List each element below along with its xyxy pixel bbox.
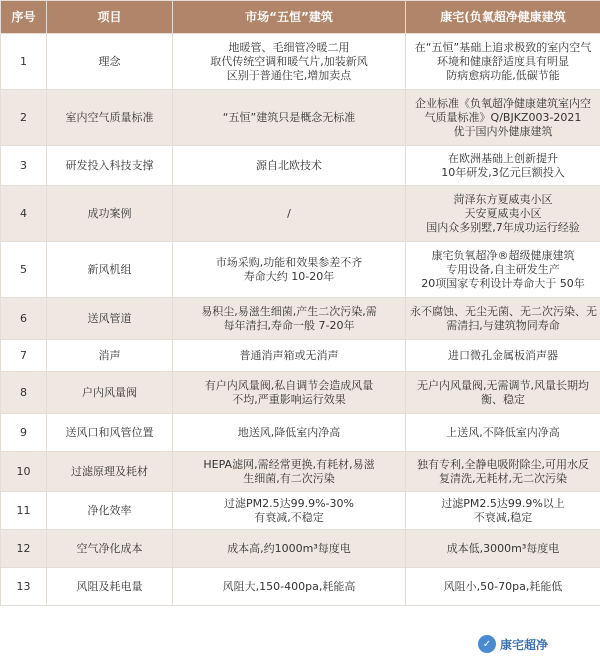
cell-market <box>173 414 406 452</box>
header-market: 市场“五恒”建筑 <box>173 1 406 34</box>
table-row <box>1 372 600 414</box>
table-row <box>1 34 600 90</box>
header-item: 项目 <box>47 1 173 34</box>
cell-line: / <box>287 206 291 220</box>
cell-no: 6 <box>1 298 47 340</box>
cell-no: 8 <box>1 372 47 414</box>
cell-line: 天安夏威夷小区 <box>464 206 542 220</box>
cell-no: 12 <box>1 530 47 568</box>
cell-item: 过滤原理及耗材 <box>47 452 173 492</box>
cell-line: 市场采购,功能和效果参差不齐 <box>215 255 363 269</box>
cell-item: 风阻及耗电量 <box>47 568 173 606</box>
table-row <box>1 298 600 340</box>
cell-item: 送风口和风管位置 <box>47 414 173 452</box>
cell-no: 4 <box>1 186 47 242</box>
cell-kangzhai <box>406 340 600 372</box>
cell-line: 防病愈病功能,低碳节能 <box>446 68 560 82</box>
table-row <box>1 452 600 492</box>
cell-line: 10年研发,3亿元巨额投入 <box>441 165 565 179</box>
cell-line: 风阻大,150-400pa,耗能高 <box>222 579 356 593</box>
cell-kangzhai <box>406 298 600 340</box>
cell-line: 源自北欧技术 <box>256 158 322 172</box>
cell-no: 10 <box>1 452 47 492</box>
cell-line: 每年清扫,寿命一般 7-20年 <box>223 318 355 332</box>
cell-line: 地送风,降低室内净高 <box>237 425 341 439</box>
cell-item: 户内风量阀 <box>47 372 173 414</box>
cell-kangzhai <box>406 452 600 492</box>
cell-line: 风阻小,50-70pa,耗能低 <box>443 579 563 593</box>
cell-line: 专用设备,自主研发生产 <box>446 262 560 276</box>
cell-line: 永不腐蚀、无尘无菌、无二次污染、无 <box>410 304 597 318</box>
cell-item: 消声 <box>47 340 173 372</box>
header-kangzhai: 康宅(负氧超净健康建筑 <box>406 1 600 34</box>
cell-item: 新风机组 <box>47 242 173 298</box>
cell-market <box>173 242 406 298</box>
cell-kangzhai <box>406 186 600 242</box>
cell-line: 不衰减,稳定 <box>473 510 533 524</box>
cell-no: 13 <box>1 568 47 606</box>
cell-line: 有衰减,不稳定 <box>254 510 324 524</box>
cell-line: 衡、稳定 <box>481 392 525 406</box>
table-row <box>1 186 600 242</box>
cell-market <box>173 146 406 186</box>
table-row <box>1 530 600 568</box>
watermark-text: 康宅超净 <box>500 637 549 652</box>
cell-kangzhai <box>406 372 600 414</box>
cell-no: 7 <box>1 340 47 372</box>
table-row <box>1 90 600 146</box>
cell-line: 不均,严重影响运行效果 <box>232 392 346 406</box>
header-no: 序号 <box>1 1 47 34</box>
cell-line: 在“五恒”基础上追求极致的室内空气 <box>414 40 592 54</box>
cell-market <box>173 452 406 492</box>
cell-line: 环境和健康舒适度具有明显 <box>437 54 569 68</box>
watermark <box>478 632 600 656</box>
cell-kangzhai <box>406 90 600 146</box>
cell-line: 有户内风量阀,私自调节会造成风量 <box>204 378 374 392</box>
table-row <box>1 340 600 372</box>
cell-item: 成功案例 <box>47 186 173 242</box>
cell-item: 研发投入科技支撑 <box>47 146 173 186</box>
cell-market <box>173 372 406 414</box>
cell-market <box>173 340 406 372</box>
cell-line: 易积尘,易滋生细菌,产生二次污染,需 <box>201 304 377 318</box>
cell-item: 净化效率 <box>47 492 173 530</box>
cell-line: 复清洗,无耗材,无二次污染 <box>439 471 567 485</box>
cell-line: 过滤PM2.5达99.9%-30% <box>224 496 354 510</box>
cell-market <box>173 34 406 90</box>
cell-no: 3 <box>1 146 47 186</box>
table-row <box>1 568 600 606</box>
cell-line: 取代传统空调和暖气片,加装新风 <box>210 54 368 68</box>
cell-kangzhai <box>406 34 600 90</box>
cell-item: 理念 <box>47 34 173 90</box>
cell-market <box>173 298 406 340</box>
cell-line: 普通消声箱或无消声 <box>239 348 339 362</box>
cell-kangzhai <box>406 568 600 606</box>
cell-kangzhai <box>406 530 600 568</box>
cell-line: 过滤PM2.5达99.9%以上 <box>441 496 565 510</box>
cell-market <box>173 492 406 530</box>
cell-line: 成本高,约1000m³每度电 <box>227 541 351 555</box>
cell-line: 需清扫,与建筑物同寿命 <box>446 318 560 332</box>
cell-line: “五恒”建筑只是概念无标准 <box>222 110 356 124</box>
cell-kangzhai <box>406 492 600 530</box>
cell-line: 独有专利,全静电吸附除尘,可用水反 <box>417 457 589 471</box>
cell-line: 康宅负氧超净®超级健康建筑 <box>431 248 575 262</box>
cell-line: 气质量标准》Q/BJKZ003-2021 <box>424 110 582 124</box>
cell-line: 菏泽东方夏威夷小区 <box>453 192 553 206</box>
cell-market <box>173 90 406 146</box>
cell-line: 生细菌,有二次污染 <box>243 471 335 485</box>
cell-kangzhai <box>406 242 600 298</box>
cell-line: 上送风,不降低室内净高 <box>446 425 560 439</box>
cell-kangzhai <box>406 414 600 452</box>
cell-item: 空气净化成本 <box>47 530 173 568</box>
cell-line: 成本低,3000m³每度电 <box>446 541 560 555</box>
cell-line: 20项国家专利设计寿命大于 50年 <box>421 276 585 290</box>
cell-line: 进口微孔金属板消声器 <box>448 348 558 362</box>
cell-no: 2 <box>1 90 47 146</box>
cell-market <box>173 530 406 568</box>
cell-kangzhai <box>406 146 600 186</box>
cell-line: 企业标准《负氧超净健康建筑室内空 <box>415 96 591 110</box>
cell-no: 11 <box>1 492 47 530</box>
wechat-logo-icon: ✓ <box>478 635 496 653</box>
cell-market <box>173 568 406 606</box>
cell-item: 室内空气质量标准 <box>47 90 173 146</box>
cell-no: 5 <box>1 242 47 298</box>
cell-line: 地暖管、毛细管冷暖二用 <box>228 40 350 54</box>
cell-line: 区别于普通住宅,增加卖点 <box>226 68 352 82</box>
cell-line: HEPA滤网,需经常更换,有耗材,易滋 <box>203 457 375 471</box>
table-row <box>1 146 600 186</box>
table-row <box>1 492 600 530</box>
cell-line: 优于国内外健康建筑 <box>453 124 553 138</box>
cell-line: 国内众多别墅,7年成功运行经验 <box>426 220 580 234</box>
cell-no: 1 <box>1 34 47 90</box>
cell-market <box>173 186 406 242</box>
cell-line: 寿命大约 10-20年 <box>243 269 335 283</box>
cell-no: 9 <box>1 414 47 452</box>
cell-line: 无户内风量阀,无需调节,风量长期均 <box>417 378 589 392</box>
table-row <box>1 414 600 452</box>
table-header-row <box>1 1 600 34</box>
cell-line: 在欧洲基础上创新提升 <box>448 151 558 165</box>
cell-item: 送风管道 <box>47 298 173 340</box>
table-row <box>1 242 600 298</box>
